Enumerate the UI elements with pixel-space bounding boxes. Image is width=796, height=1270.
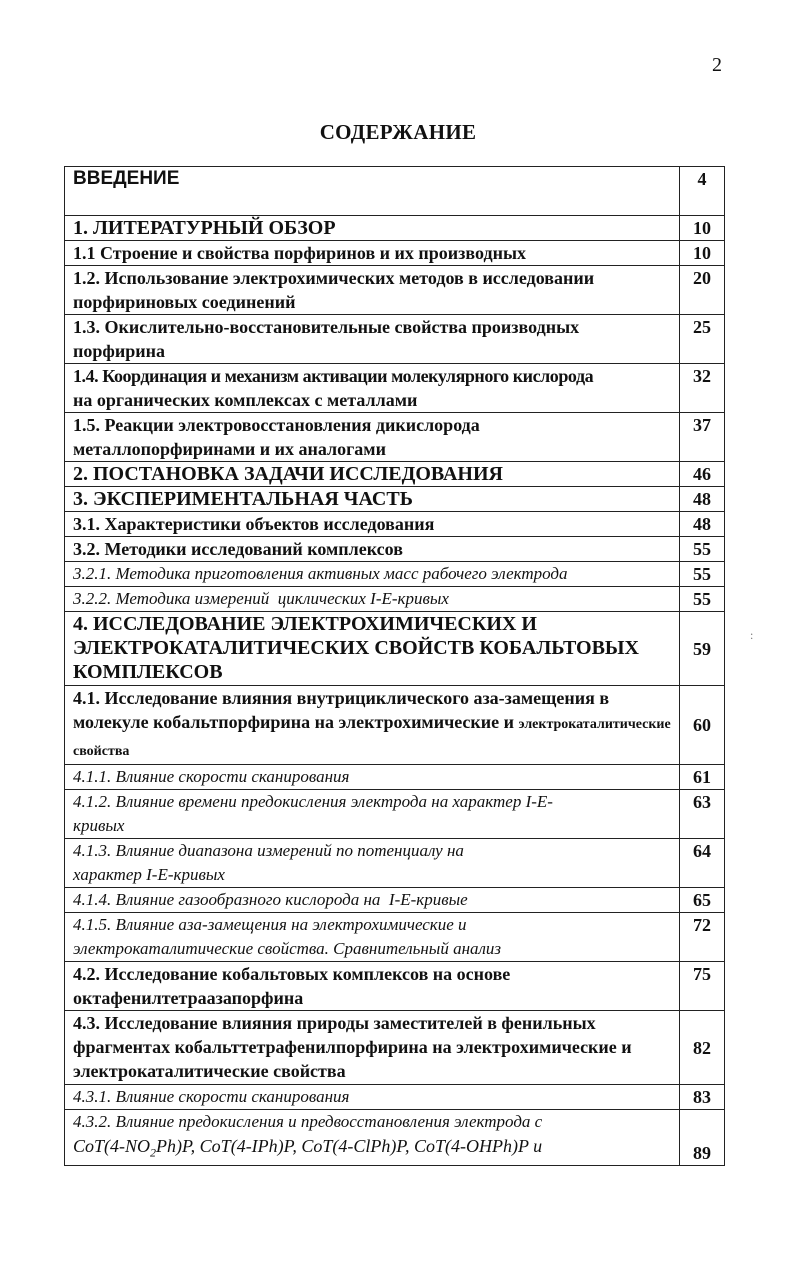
toc-table bbox=[64, 166, 725, 1166]
toc-title bbox=[65, 686, 680, 765]
toc-row-s4-1 bbox=[65, 686, 725, 765]
toc-title: 4. ИССЛЕДОВАНИЕ ЭЛЕКТРОХИМИЧЕСКИХ И ЭЛЕКТРОКАТАЛИТИЧЕСКИХ СВОЙСТВ КОБАЛЬТОВЫХ КОМПЛЕКСОВ bbox=[65, 612, 680, 686]
toc-page: 48 bbox=[680, 487, 725, 512]
toc-page: 83 bbox=[680, 1085, 725, 1110]
toc-page: 65 bbox=[680, 888, 725, 913]
toc-title: 4.1.1. Влияние скорости сканирования bbox=[65, 765, 680, 790]
toc-page: 55 bbox=[680, 562, 725, 587]
formula-part-b: Ph)P, CoT(4-IPh)P, CoT(4-ClPh)P, CoT(4-OHPh)P и bbox=[156, 1136, 543, 1156]
toc-page: 37 bbox=[680, 413, 725, 462]
toc-title bbox=[65, 1110, 680, 1166]
toc-page: 72 bbox=[680, 913, 725, 962]
toc-page: 59 bbox=[680, 612, 725, 686]
toc-page: 20 bbox=[680, 266, 725, 315]
toc-title: 4.2. Исследование кобальтовых комплексов на основе октафенилтетраазапорфина bbox=[65, 962, 680, 1011]
toc-title: 4.1.3. Влияние диапазона измерений по потенциалу на характер I-E-кривых bbox=[65, 839, 680, 888]
toc-title: 3.2.2. Методика измерений циклических I-E-кривых bbox=[65, 587, 680, 612]
toc-title-line-1: 1.4. Координация и механизм активации молекулярного кислорода bbox=[73, 366, 594, 386]
formula-part-a: CoT(4-NO bbox=[73, 1136, 151, 1156]
toc-page: 63 bbox=[680, 790, 725, 839]
toc-page: 82 bbox=[680, 1011, 725, 1085]
toc-row-s1-3 bbox=[65, 315, 725, 364]
toc-row-s1-4 bbox=[65, 364, 725, 413]
toc-row-s3-2-2 bbox=[65, 587, 725, 612]
toc-row-ch4 bbox=[65, 612, 725, 686]
toc-title: 3. ЭКСПЕРИМЕНТАЛЬНАЯ ЧАСТЬ bbox=[65, 487, 680, 512]
toc-title-line-1: 4.3.2. Влияние предокисления и предвосстановления электрода с bbox=[73, 1112, 543, 1131]
toc-row-s4-3 bbox=[65, 1011, 725, 1085]
toc-row-s1-2 bbox=[65, 266, 725, 315]
toc-row-s4-1-3 bbox=[65, 839, 725, 888]
toc-page: 10 bbox=[680, 241, 725, 266]
toc-row-s3-2-1 bbox=[65, 562, 725, 587]
toc-page: 55 bbox=[680, 587, 725, 612]
toc-row-s4-1-5 bbox=[65, 913, 725, 962]
toc-title: 1.1 Строение и свойства порфиринов и их производных bbox=[65, 241, 680, 266]
toc-page: 48 bbox=[680, 512, 725, 537]
toc-row-s4-1-2 bbox=[65, 790, 725, 839]
toc-title-main: 4.1. Исследование влияния внутрициклического аза-замещения в молекуле кобальтпорфирина на электрохимические и bbox=[73, 688, 610, 732]
toc-title: 4.1.4. Влияние газообразного кислорода на I-E-кривые bbox=[65, 888, 680, 913]
toc-row-s4-1-4 bbox=[65, 888, 725, 913]
toc-title-line-2: на органических комплексах с металлами bbox=[73, 390, 418, 410]
toc-title: 3.2. Методики исследований комплексов bbox=[65, 537, 680, 562]
toc-page: 61 bbox=[680, 765, 725, 790]
toc-title: 1.2. Использование электрохимических методов в исследовании порфириновых соединений bbox=[65, 266, 680, 315]
toc-row-s4-1-1 bbox=[65, 765, 725, 790]
toc-row-s1-5 bbox=[65, 413, 725, 462]
toc-row-ch3 bbox=[65, 487, 725, 512]
toc-row-ch1 bbox=[65, 216, 725, 241]
toc-row-s4-3-1 bbox=[65, 1085, 725, 1110]
toc-page: 89 bbox=[680, 1110, 725, 1166]
formula-subscript: 2 bbox=[150, 1145, 157, 1160]
toc-row-ch2 bbox=[65, 462, 725, 487]
page-number: 2 bbox=[712, 54, 722, 76]
toc-page: 60 bbox=[680, 686, 725, 765]
toc-row-s3-2 bbox=[65, 537, 725, 562]
toc-title: 2. ПОСТАНОВКА ЗАДАЧИ ИССЛЕДОВАНИЯ bbox=[65, 462, 680, 487]
toc-row-s1-1 bbox=[65, 241, 725, 266]
toc-title-small: электрокаталитические свойства bbox=[73, 717, 671, 759]
toc-page: 32 bbox=[680, 364, 725, 413]
toc-title: 3.1. Характеристики объектов исследования bbox=[65, 512, 680, 537]
toc-row-s3-1 bbox=[65, 512, 725, 537]
toc-title: 4.1.2. Влияние времени предокисления электрода на характер I-E-кривых bbox=[65, 790, 680, 839]
toc-title: 1. ЛИТЕРАТУРНЫЙ ОБЗОР bbox=[65, 216, 680, 241]
toc-title: 4.3.1. Влияние скорости сканирования bbox=[65, 1085, 680, 1110]
toc-title bbox=[65, 364, 680, 413]
toc-page: 46 bbox=[680, 462, 725, 487]
toc-title: 1.5. Реакции электровосстановления дикислорода металлопорфиринами и их аналогами bbox=[65, 413, 680, 462]
toc-title: 4.3. Исследование влияния природы заместителей в фенильных фрагментах кобальттетрафенилпорфирина на электрохимические и электрокаталитические свойства bbox=[65, 1011, 680, 1085]
toc-title: 1.3. Окислительно-восстановительные свойства производных порфирина bbox=[65, 315, 680, 364]
margin-mark: : bbox=[750, 628, 754, 642]
toc-title: 3.2.1. Методика приготовления активных масс рабочего электрода bbox=[65, 562, 680, 587]
toc-page: 75 bbox=[680, 962, 725, 1011]
toc-title: ВВЕДЕНИЕ bbox=[65, 167, 680, 216]
toc-page: 25 bbox=[680, 315, 725, 364]
toc-row-s4-2 bbox=[65, 962, 725, 1011]
toc-page: 10 bbox=[680, 216, 725, 241]
page-title: СОДЕРЖАНИЕ bbox=[319, 120, 477, 144]
toc-page: 4 bbox=[680, 167, 725, 216]
toc-title: 4.1.5. Влияние аза-замещения на электрохимические и электрокаталитические свойства. Сравнительный анализ bbox=[65, 913, 680, 962]
toc-page: 64 bbox=[680, 839, 725, 888]
toc-row-intro bbox=[65, 167, 725, 216]
toc-title-formula bbox=[73, 1134, 675, 1165]
toc-row-s4-3-2 bbox=[65, 1110, 725, 1166]
toc-page: 55 bbox=[680, 537, 725, 562]
